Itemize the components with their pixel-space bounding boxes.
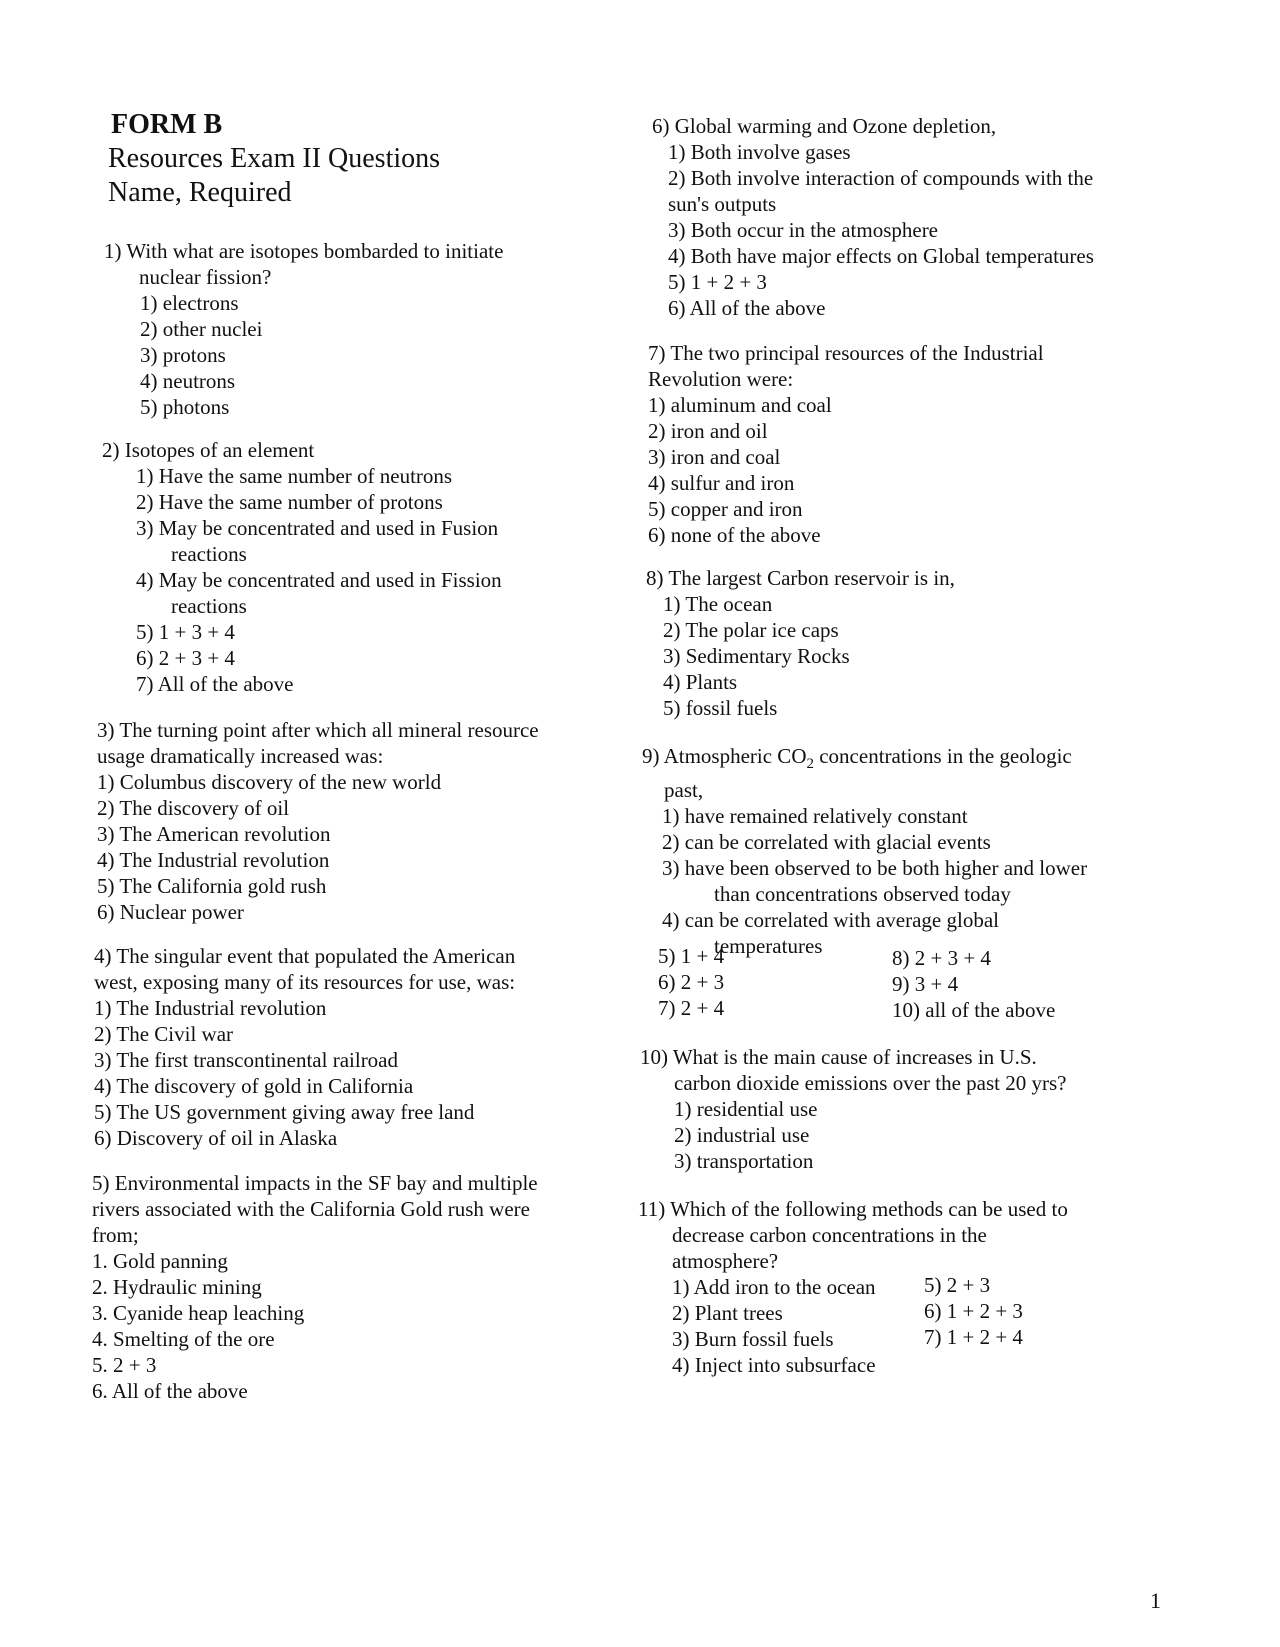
question-7-option: 6) none of the above bbox=[648, 523, 821, 547]
question-9-stem-b: concentrations in the geologic bbox=[813, 744, 1072, 768]
question-10-option: 2) industrial use bbox=[674, 1123, 810, 1147]
question-2-option: 5) 1 + 3 + 4 bbox=[136, 620, 235, 644]
form-label: FORM B bbox=[111, 109, 223, 140]
question-2-option: 1) Have the same number of neutrons bbox=[136, 464, 453, 488]
question-6-option: 1) Both involve gases bbox=[668, 140, 851, 164]
question-8-option: 3) Sedimentary Rocks bbox=[663, 644, 850, 668]
question-11-stem: 11) Which of the following methods can be used to bbox=[638, 1197, 1068, 1221]
question-2-stem: 2) Isotopes of an element bbox=[102, 438, 315, 462]
question-10-stem: 10) What is the main cause of increases in U.S. bbox=[640, 1045, 1037, 1069]
question-10-stem-cont: carbon dioxide emissions over the past 20 yrs? bbox=[674, 1071, 1067, 1095]
question-11-combo: 7) 1 + 2 + 4 bbox=[924, 1325, 1023, 1349]
question-9-stem-a: 9) Atmospheric CO bbox=[642, 744, 807, 768]
question-9-combos-right bbox=[892, 945, 1055, 1023]
question-4-option: 3) The first transcontinental railroad bbox=[94, 1048, 399, 1072]
question-1-stem: 1) With what are isotopes bombarded to initiate bbox=[104, 239, 504, 263]
question-3-stem: 3) The turning point after which all mineral resource bbox=[97, 718, 539, 742]
question-9-stem bbox=[642, 743, 1087, 777]
question-2-option: 7) All of the above bbox=[136, 672, 294, 696]
question-11-stem-cont: decrease carbon concentrations in the bbox=[672, 1223, 987, 1247]
question-6-option: 5) 1 + 2 + 3 bbox=[668, 270, 767, 294]
question-1-option: 4) neutrons bbox=[140, 369, 236, 393]
question-9 bbox=[642, 743, 1087, 959]
question-9-option: 4) can be correlated with average global bbox=[662, 908, 999, 933]
question-3-option: 1) Columbus discovery of the new world bbox=[97, 770, 442, 794]
question-3-option: 6) Nuclear power bbox=[97, 900, 244, 924]
question-3-option: 3) The American revolution bbox=[97, 822, 331, 846]
question-3-stem-cont: usage dramatically increased was: bbox=[97, 744, 384, 768]
question-9-stem-cont: past, bbox=[664, 778, 704, 803]
question-6-option-cont: sun's outputs bbox=[668, 192, 777, 216]
question-7-option: 3) iron and coal bbox=[648, 445, 781, 469]
question-10-option: 1) residential use bbox=[674, 1097, 818, 1121]
question-11-stem-cont: atmosphere? bbox=[672, 1249, 779, 1273]
exam-title: Resources Exam II Questions bbox=[108, 143, 441, 174]
question-10-option: 3) transportation bbox=[674, 1149, 814, 1173]
question-9-combo: 9) 3 + 4 bbox=[892, 972, 959, 996]
question-11-combo: 6) 1 + 2 + 3 bbox=[924, 1299, 1023, 1323]
question-8-option: 2) The polar ice caps bbox=[663, 618, 839, 642]
question-4-stem: 4) The singular event that populated the American bbox=[94, 944, 516, 968]
question-7-option: 1) aluminum and coal bbox=[648, 393, 832, 417]
question-6-option: 6) All of the above bbox=[668, 296, 826, 320]
question-5-stem: 5) Environmental impacts in the SF bay and multiple bbox=[92, 1171, 538, 1195]
question-9-option-cont: temperatures bbox=[714, 934, 823, 959]
question-9-combo: 7) 2 + 4 bbox=[658, 996, 725, 1020]
question-4-option: 2) The Civil war bbox=[94, 1022, 234, 1046]
question-5-option: 6. All of the above bbox=[92, 1379, 248, 1403]
question-1-stem-cont: nuclear fission? bbox=[139, 265, 272, 289]
question-8-option: 1) The ocean bbox=[663, 592, 773, 616]
question-8 bbox=[646, 565, 955, 721]
question-2-option: 6) 2 + 3 + 4 bbox=[136, 646, 235, 670]
question-1 bbox=[104, 238, 503, 420]
question-7-option: 5) copper and iron bbox=[648, 497, 803, 521]
question-7-option: 2) iron and oil bbox=[648, 419, 768, 443]
page-number: 1 bbox=[1150, 1588, 1161, 1613]
name-line: Name, Required bbox=[108, 177, 292, 208]
question-2-option: 3) May be concentrated and used in Fusion bbox=[136, 516, 499, 540]
question-2-option: 4) May be concentrated and used in Fission bbox=[136, 568, 502, 592]
question-4 bbox=[94, 943, 515, 1151]
question-11-combo: 5) 2 + 3 bbox=[924, 1273, 991, 1297]
question-5 bbox=[92, 1170, 538, 1404]
question-9-option: 1) have remained relatively constant bbox=[662, 804, 968, 829]
question-5-stem-cont: rivers associated with the California Gold rush were bbox=[92, 1197, 530, 1221]
question-7 bbox=[648, 340, 1044, 548]
question-1-option: 2) other nuclei bbox=[140, 317, 263, 341]
question-6 bbox=[652, 113, 1094, 321]
question-4-option: 5) The US government giving away free land bbox=[94, 1100, 475, 1124]
question-4-option: 1) The Industrial revolution bbox=[94, 996, 327, 1020]
question-6-option: 3) Both occur in the atmosphere bbox=[668, 218, 939, 242]
question-4-option: 4) The discovery of gold in California bbox=[94, 1074, 414, 1098]
question-3 bbox=[97, 717, 539, 925]
question-11-option: 1) Add iron to the ocean bbox=[672, 1275, 876, 1299]
question-6-option: 4) Both have major effects on Global temperatures bbox=[668, 244, 1094, 268]
question-11-option: 3) Burn fossil fuels bbox=[672, 1327, 834, 1351]
question-2-option-cont: reactions bbox=[171, 542, 247, 566]
question-5-option: 1. Gold panning bbox=[92, 1249, 228, 1273]
question-1-option: 5) photons bbox=[140, 395, 230, 419]
question-7-stem-cont: Revolution were: bbox=[648, 367, 794, 391]
question-9-stem-subscript: 2 bbox=[806, 756, 814, 773]
question-3-option: 5) The California gold rush bbox=[97, 874, 327, 898]
question-3-option: 2) The discovery of oil bbox=[97, 796, 290, 820]
question-4-stem-cont: west, exposing many of its resources for use, was: bbox=[94, 970, 516, 994]
question-8-option: 5) fossil fuels bbox=[663, 696, 778, 720]
question-2-option: 2) Have the same number of protons bbox=[136, 490, 443, 514]
question-9-combos-left bbox=[658, 943, 724, 1021]
question-1-option: 1) electrons bbox=[140, 291, 239, 315]
question-9-combo: 10) all of the above bbox=[892, 998, 1056, 1022]
question-11-option: 2) Plant trees bbox=[672, 1301, 783, 1325]
question-9-option: 3) have been observed to be both higher and lower bbox=[662, 856, 1088, 881]
question-6-option: 2) Both involve interaction of compounds with the bbox=[668, 166, 1094, 190]
question-9-option-cont: than concentrations observed today bbox=[714, 882, 1011, 907]
question-9-combo: 5) 1 + 4 bbox=[658, 944, 725, 968]
question-6-stem: 6) Global warming and Ozone depletion, bbox=[652, 114, 997, 138]
question-5-option: 2. Hydraulic mining bbox=[92, 1275, 262, 1299]
question-3-option: 4) The Industrial revolution bbox=[97, 848, 330, 872]
question-2 bbox=[102, 437, 502, 697]
question-10 bbox=[640, 1044, 1067, 1174]
question-9-combo: 6) 2 + 3 bbox=[658, 970, 725, 994]
question-5-stem-cont: from; bbox=[92, 1223, 139, 1247]
question-9-option: 2) can be correlated with glacial events bbox=[662, 830, 991, 855]
question-5-option: 3. Cyanide heap leaching bbox=[92, 1301, 305, 1325]
question-2-option-cont: reactions bbox=[171, 594, 247, 618]
question-7-option: 4) sulfur and iron bbox=[648, 471, 795, 495]
question-11-combos bbox=[924, 1272, 1023, 1350]
question-7-stem: 7) The two principal resources of the Industrial bbox=[648, 341, 1044, 365]
question-4-option: 6) Discovery of oil in Alaska bbox=[94, 1126, 338, 1150]
question-1-option: 3) protons bbox=[140, 343, 226, 367]
question-5-option: 4. Smelting of the ore bbox=[92, 1327, 275, 1351]
question-8-stem: 8) The largest Carbon reservoir is in, bbox=[646, 566, 955, 590]
question-11-option: 4) Inject into subsurface bbox=[672, 1353, 876, 1377]
question-8-option: 4) Plants bbox=[663, 670, 738, 694]
question-9-combo: 8) 2 + 3 + 4 bbox=[892, 946, 991, 970]
question-5-option: 5. 2 + 3 bbox=[92, 1353, 157, 1377]
